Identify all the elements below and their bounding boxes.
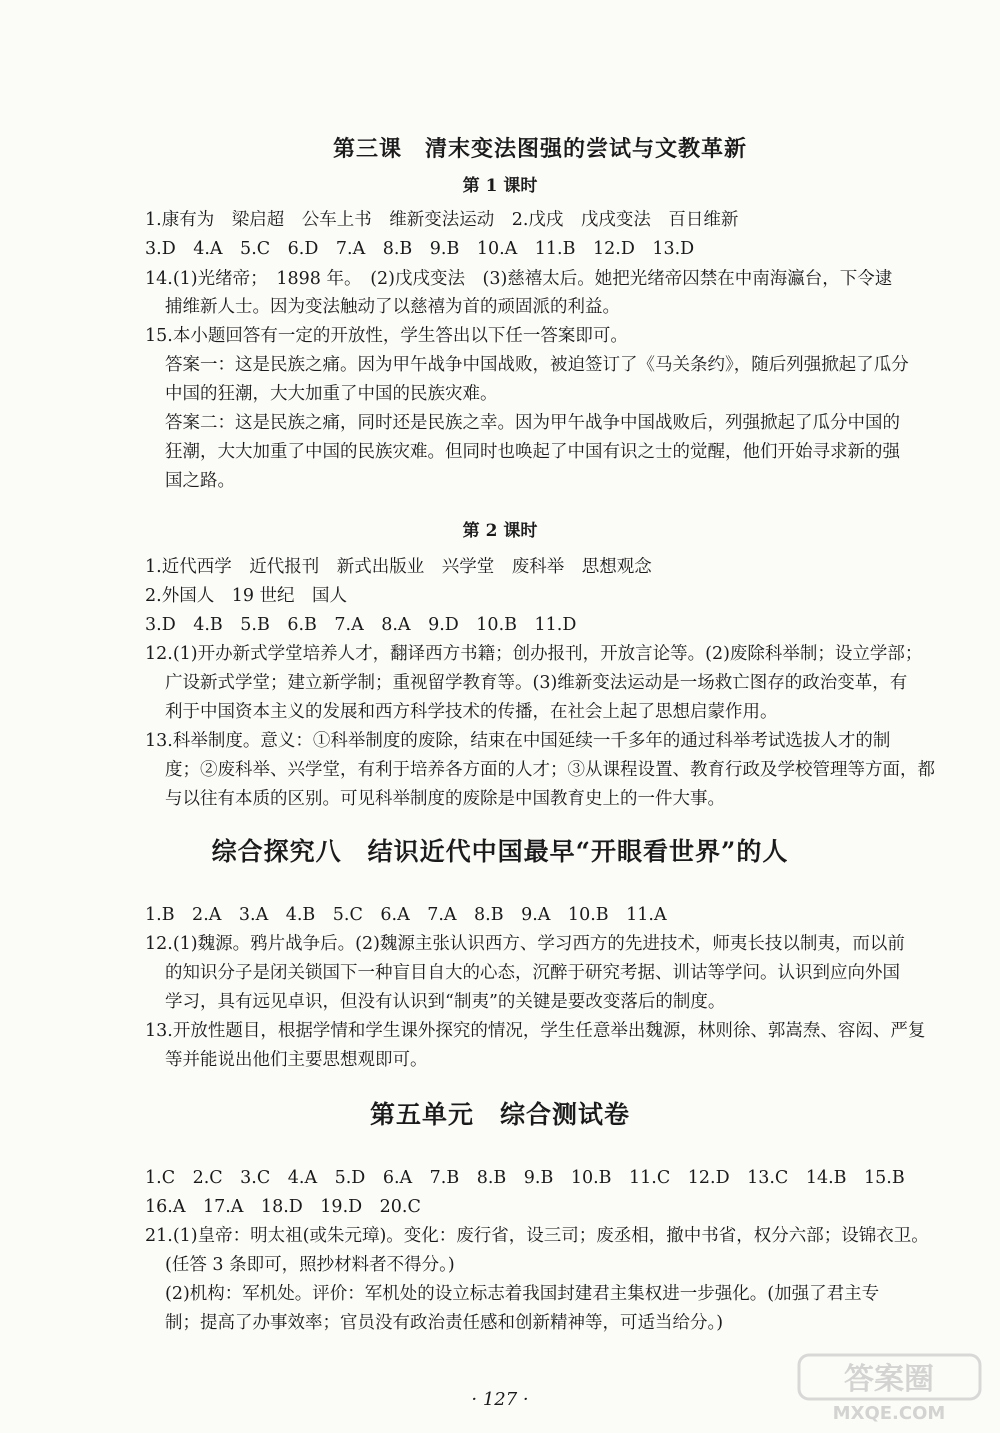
unit-test-title: 第五单元 综合测试卷 [369,1100,630,1129]
answer-line: 学习，具有远见卓识，但没有认识到“制夷”的关键是要改变落后的制度。 [165,992,726,1012]
watermark-url-text: MXQE.COM [832,1403,946,1423]
answer-line: 2.外国人 19 世纪 国人 [145,586,348,606]
answer-line: 的知识分子是闭关锁国下一种盲目自大的心态，沉醉于研究考据、训诂等学问。认识到应向外国 [165,963,900,983]
answer-line: 1.C 2.C 3.C 4.A 5.D 6.A 7.B 8.B 9.B 10.B 11.C 12.D 13.C 14.B 15.B [145,1168,905,1188]
answer-line: 13.开放性题目，根据学情和学生课外探究的情况，学生任意举出魏源，林则徐、郭嵩焘、容闳、严复 [145,1021,926,1041]
answer-line: 中国的狂潮，大大加重了中国的民族灾难。 [165,384,498,404]
watermark-icon [797,1353,982,1423]
answer-line: 12.(1)开办新式学堂培养人才，翻译西方书籍；创办报刊，开放言论等。(2)废除科举制；设立学部； [145,644,923,664]
answer-line: (2)机构：军机处。评价：军机处的设立标志着我国封建君主集权进一步强化。(加强了君主专 [165,1284,880,1304]
lesson-title: 第三课 清末变法图强的尝试与文教革新 [332,136,747,162]
answer-line: 度；②废科举、兴学堂，有利于培养各方面的人才；③从课程设置、教育行政及学校管理等方面，都 [165,760,935,780]
answer-line: 制；提高了办事效率；官员没有政治责任感和创新精神等，可适当给分。) [165,1313,724,1333]
answer-line: 15.本小题回答有一定的开放性，学生答出以下任一答案即可。 [145,326,628,346]
answer-line: 3.D 4.B 5.B 6.B 7.A 8.A 9.D 10.B 11.D [145,615,577,635]
answer-line: 14.(1)光绪帝； 1898 年。 (2)戊戌变法 (3)慈禧太后。她把光绪帝囚禁在中南海瀛台，下令逮 [145,269,893,289]
answer-line: 答案一：这是民族之痛。因为甲午战争中国战败，被迫签订了《马关条约》，随后列强掀起了瓜分 [165,355,909,375]
watermark-logo-text: 答案圈 [844,1362,934,1397]
answer-line: 16.A 17.A 18.D 19.D 20.C [145,1197,421,1217]
answer-line: 捕维新人士。因为变法触动了以慈禧为首的顽固派的利益。 [165,297,620,317]
inquiry-title: 综合探究八 结识近代中国最早“开眼看世界”的人 [211,837,789,866]
answer-line: 利于中国资本主义的发展和西方科学技术的传播，在社会上起了思想启蒙作用。 [165,702,778,722]
answer-line: 国之路。 [165,471,235,491]
period-2-heading: 第 2 课时 [462,521,538,541]
answer-line: 等并能说出他们主要思想观即可。 [165,1050,428,1070]
answer-line: 3.D 4.A 5.C 6.D 7.A 8.B 9.B 10.A 11.B 12.D 13.D [145,239,695,259]
answer-line: 答案二：这是民族之痛，同时还是民族之幸。因为甲午战争中国战败后，列强掀起了瓜分中国的 [165,413,900,433]
answer-line: (任答 3 条即可，照抄材料者不得分。) [165,1255,455,1275]
answer-line: 1.康有为 梁启超 公车上书 维新变法运动 2.戊戌 戊戌变法 百日维新 [145,210,739,230]
period-1-heading: 第 1 课时 [462,176,538,196]
answer-line: 1.近代西学 近代报刊 新式出版业 兴学堂 废科举 思想观念 [145,557,652,577]
answer-line: 与以往有本质的区别。可见科举制度的废除是中国教育史上的一件大事。 [165,789,725,809]
answer-line: 12.(1)魏源。鸦片战争后。(2)魏源主张认识西方、学习西方的先进技术，师夷长技以制夷，而以前 [145,934,905,954]
answer-line: 1.B 2.A 3.A 4.B 5.C 6.A 7.A 8.B 9.A 10.B 11.A [145,905,667,925]
watermark-logo [797,1353,982,1423]
answer-line: 广设新式学堂；建立新学制；重视留学教育等。(3)维新变法运动是一场救亡图存的政治变革，有 [165,673,908,693]
answer-line: 21.(1)皇帝：明太祖(或朱元璋)。变化：废行省，设三司；废丞相，撤中书省，权分六部；设锦衣卫。 [145,1226,929,1246]
page-number: · 127 · [471,1389,529,1410]
answer-line: 狂潮，大大加重了中国的民族灾难。但同时也唤起了中国有识之士的觉醒，他们开始寻求新的强 [165,442,900,462]
answer-line: 13.科举制度。意义：①科举制度的废除，结束在中国延续一千多年的通过科举考试选拔人才的制 [145,731,891,751]
